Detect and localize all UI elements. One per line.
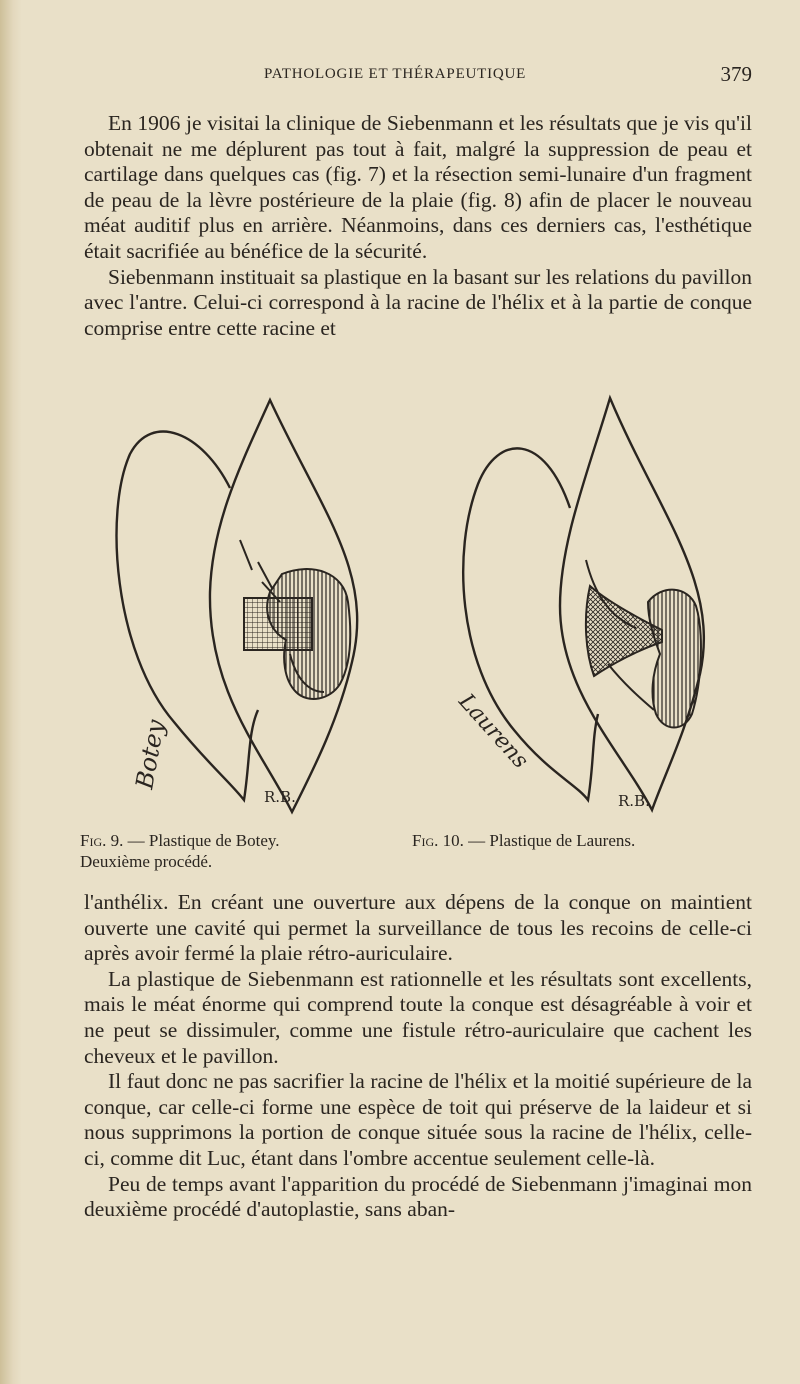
running-head (86, 64, 752, 90)
figure-10-signature: Laurens (453, 689, 533, 774)
figure-10-caption (412, 830, 742, 851)
concha-hatched (648, 590, 701, 728)
figure-10-initials: R.B. (618, 792, 650, 810)
paragraph: l'anthélix. En créant une ouverture aux dépens de la conque on maintient ouverte une cavité qui permet la surveillance de tous les recoins de celle-ci après avoir fermé la plaie rétro-auriculaire. (84, 890, 752, 966)
figure-9-caption (80, 830, 400, 872)
page-edge-shadow (0, 0, 22, 1384)
figure-10-label: Fig. 10. (412, 831, 464, 850)
running-title: PATHOLOGIE ET THÉRAPEUTIQUE (264, 66, 527, 82)
page-number: 379 (720, 62, 752, 86)
figure-10-drawing (448, 392, 728, 820)
figure-10-illustration (448, 392, 728, 820)
figure-9-caption-line1: — Plastique de Botey. (127, 831, 280, 850)
paragraph: La plastique de Siebenmann est rationnelle et les résultats sont excellents, mais le méat énorme qui comprend toute la conque est désagréable à voir et ne peut se dissimuler, comme une fistule rétro-auriculaire que cachent les cheveux et le pavillon. (84, 966, 752, 1068)
paragraph: Peu de temps avant l'apparition du procédé de Siebenmann j'imaginai mon deuxième procédé d'autoplastie, sans aban- (84, 1171, 752, 1222)
paragraph: Siebenmann instituait sa plastique en la basant sur les relations du pavillon avec l'antre. Celui-ci correspond à la racine de l'hélix et à la partie de conque comprise entre cette racine et (84, 264, 752, 340)
body-text-top (84, 111, 752, 341)
figure-9-label: Fig. 9. (80, 831, 124, 850)
figure-9-illustration (112, 392, 392, 820)
figure-9-initials: R.B. (264, 788, 296, 806)
figure-10-caption-line1: — Plastique de Laurens. (468, 831, 636, 850)
figure-9-signature: Botey (130, 717, 170, 792)
paragraph: En 1906 je visitai la clinique de Siebenmann et les résultats que je vis qu'il obtenait ne me déplurent pas tout à fait, malgré la suppression de peau et cartilage dans quelques cas (fig. 7) et la résection semi-lunaire d'un fragment de peau de la lèvre postérieure de la plaie (fig. 8) afin de placer le nouveau méat auditif plus en arrière. Néanmoins, dans ces derniers cas, l'esthétique était sacrifiée au bénéfice de la sécurité. (84, 111, 752, 263)
figure-9-caption-line2: Deuxième procédé. (80, 852, 213, 871)
body-text-bottom (84, 890, 752, 1223)
paragraph: Il faut donc ne pas sacrifier la racine de l'hélix et la moitié supérieure de la conque, car celle-ci forme une espèce de toit qui préserve de la laideur et si nous supprimons la portion de conque située sous la racine de l'hélix, celle-ci, comme dit Luc, étant dans l'ombre accentue seulement celle-là. (84, 1069, 752, 1170)
cartilage-grid (244, 598, 312, 650)
figure-9-drawing (112, 392, 392, 820)
